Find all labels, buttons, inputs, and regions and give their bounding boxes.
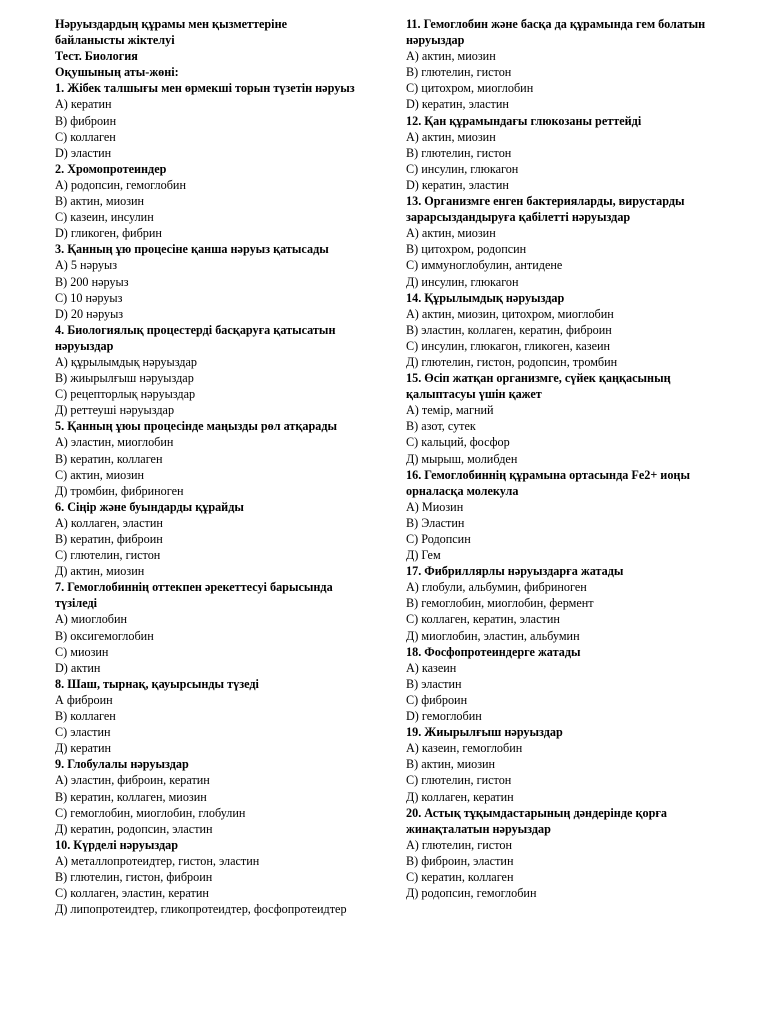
answer-option: Д) липопротеидтер, гликопротеидтер, фосфопротеидтер [55,902,347,917]
answer-option: В) фиброин [55,113,117,128]
answer-option: В) актин, миозин [406,757,496,772]
answer-option: С) казеин, инсулин [55,210,154,225]
question-text: 3. Қанның ұю процесіне қанша нәруыз қатысады [55,242,329,257]
answer-option: С) кератин, коллаген [406,869,514,884]
question-18 [406,644,726,724]
left-column [55,16,355,917]
question-11 [406,16,726,113]
answer-option: D) гемоглобин [406,709,482,724]
question-4 [55,322,355,419]
answer-option: В) эластин [406,676,462,691]
question-20 [406,805,726,902]
answer-option: С) 10 нәруыз [55,290,123,305]
answer-option: D) эластин [55,145,112,160]
answer-option: С) инсулин, глюкагон, гликоген, казеин [406,338,611,353]
answer-option: В) гемоглобин, миоглобин, фермент [406,596,594,611]
answer-option: С) миозин [55,644,109,659]
left-question-list [55,80,355,917]
answer-option: А) родопсин, гемоглобин [55,177,186,192]
question-text: 12. Қан құрамындағы глюкозаны реттейді [406,113,642,128]
answer-option: А) казеин [406,660,457,675]
question-text: 5. Қанның ұюы процесінде маңызды рөл атқарады [55,419,338,434]
question-13 [406,193,726,290]
answer-option: В) оксигемоглобин [55,628,154,643]
question-6 [55,499,355,579]
question-12 [406,113,726,193]
question-text: 19. Жиырылғыш нәруыздар [406,725,563,740]
question-14 [406,290,726,370]
student-name-label: Оқушының аты-жөні: [55,65,179,80]
answer-option: А) глютелин, гистон [406,837,512,852]
test-label: Тест. Биология [55,49,138,64]
question-text: 4. Биологиялық процестерді басқаруға қатысатын нәруыздар [55,322,336,353]
question-text: 10. Күрделі нәруыздар [55,837,179,852]
question-text: 13. Организмге енген бактерияларды, вирустарды зарарсыздандыруға қабілетті нәруыздар [406,194,685,225]
answer-option: С) коллаген, кератин, эластин [406,612,560,627]
question-text: 15. Өсіп жатқан организмге, сүйек қаңқасының қалыптасуы үшін қажет [406,371,671,402]
answer-option: Д) реттеуші нәруыздар [55,403,175,418]
answer-option: В) фиброин, эластин [406,853,514,868]
answer-option: В) глютелин, гистон [406,145,512,160]
question-text: 7. Гемоглобиннің оттекпен әрекеттесуі барысында түзіледі [55,580,333,611]
answer-option: А) эластин, фиброин, кератин [55,773,210,788]
answer-option: А) казеин, гемоглобин [406,741,523,756]
answer-option: D) гликоген, фибрин [55,226,162,241]
answer-option: А) актин, миозин [406,129,496,144]
question-text: 18. Фосфопротеиндерге жатады [406,644,581,659]
answer-option: В) глютелин, гистон, фиброин [55,869,213,884]
answer-option: С) актин, миозин [55,467,145,482]
question-text: 1. Жібек талшығы мен өрмекші торын түзетін нәруыз [55,81,355,96]
question-10 [55,837,355,917]
answer-option: Д) мырыш, молибден [406,451,518,466]
answer-option: С) гемоглобин, миоглобин, глобулин [55,805,246,820]
question-17 [406,563,726,643]
document-title: Нәруыздардың құрамы мен қызметтеріне байланысты жіктелуі [55,17,288,48]
right-question-list [406,16,726,901]
answer-option: В) эластин, коллаген, кератин, фиброин [406,322,612,337]
answer-option: С) инсулин, глюкагон [406,161,519,176]
answer-option: С) глютелин, гистон [406,773,512,788]
answer-option: Д) коллаген, кератин [406,789,514,804]
answer-option: D) кератин, эластин [406,97,509,112]
answer-option: С) коллаген, эластин, кератин [55,886,209,901]
answer-option: В) кератин, коллаген, миозин [55,789,207,804]
answer-option: С) рецепторлық нәруыздар [55,387,196,402]
question-text: 16. Гемоглобиннің құрамына ортасында Fe2+ иоңы орналасқа молекула [406,467,690,498]
answer-option: В) 200 нәруыз [55,274,129,289]
answer-option: А) эластин, миоглобин [55,435,174,450]
answer-option: С) эластин [55,725,111,740]
answer-option: В) кератин, коллаген [55,451,163,466]
question-text: 2. Хромопротеиндер [55,161,167,176]
answer-option: Д) актин, миозин [55,564,145,579]
answer-option: А) актин, миозин [406,226,496,241]
answer-option: В) Эластин [406,515,465,530]
answer-option: С) Родопсин [406,532,471,546]
answer-option: А) Миозин [406,499,464,514]
question-3 [55,241,355,321]
answer-option: Д) кератин [55,741,112,756]
question-15 [406,370,726,467]
question-1 [55,80,355,160]
answer-option: В) актин, миозин [55,194,145,209]
answer-option: А) актин, миозин, цитохром, миоглобин [406,306,614,321]
question-text: 8. Шаш, тырнақ, қауырсынды түзеді [55,676,259,691]
question-8 [55,676,355,756]
answer-option: А) темір, магний [406,403,494,418]
answer-option: В) глютелин, гистон [406,65,512,80]
answer-option: С) коллаген [55,129,116,144]
answer-option: С) фиброин [406,692,468,707]
question-text: 14. Құрылымдық нәруыздар [406,290,565,305]
answer-option: А) миоглобин [55,612,128,627]
right-column [406,16,726,901]
answer-option: С) глютелин, гистон [55,548,161,563]
answer-option: А) кератин [55,97,112,112]
answer-option: А) актин, миозин [406,49,496,64]
answer-option: Д) тромбин, фибриноген [55,483,184,498]
answer-option: А) глобули, альбумин, фибриноген [406,580,587,595]
answer-option: А) металлопротеидтер, гистон, эластин [55,853,260,868]
answer-option: С) цитохром, миоглобин [406,81,534,96]
answer-option: А фиброин [55,692,113,707]
answer-option: С) иммуноглобулин, антидене [406,258,563,273]
answer-option: В) жиырылғыш нәруыздар [55,371,194,386]
question-text: 20. Астық тұқымдастарының дәндерінде қорға жинақталатын нәруыздар [406,805,667,836]
answer-option: В) цитохром, родопсин [406,242,527,257]
answer-option: Д) глютелин, гистон, родопсин, тромбин [406,354,618,369]
answer-option: Д) кератин, родопсин, эластин [55,821,213,836]
answer-option: В) азот, сутек [406,419,476,434]
question-9 [55,756,355,836]
question-text: 17. Фибриллярлы нәруыздарға жатады [406,564,624,579]
answer-option: С) кальций, фосфор [406,435,510,450]
answer-option: Д) Гем [406,548,441,563]
question-7 [55,579,355,676]
question-5 [55,418,355,498]
question-text: 6. Сіңір және буындарды құрайды [55,499,244,514]
answer-option: Д) родопсин, гемоглобин [406,886,537,901]
answer-option: В) коллаген [55,709,116,724]
answer-option: D) актин [55,660,101,675]
answer-option: А) коллаген, эластин [55,515,163,530]
question-text: 11. Гемоглобин және басқа да құрамында гем болатын нәруыздар [406,17,706,48]
question-text: 9. Глобулалы нәруыздар [55,757,189,772]
answer-option: D) 20 нәруыз [55,306,124,321]
answer-option: D) кератин, эластин [406,177,509,192]
answer-option: В) кератин, фиброин [55,532,163,546]
question-2 [55,161,355,241]
answer-option: А) 5 нәруыз [55,258,118,273]
question-16 [406,467,726,564]
question-19 [406,724,726,804]
answer-option: А) құрылымдық нәруыздар [55,354,197,369]
answer-option: Д) инсулин, глюкагон [406,274,519,289]
answer-option: Д) миоглобин, эластин, альбумин [406,628,580,643]
